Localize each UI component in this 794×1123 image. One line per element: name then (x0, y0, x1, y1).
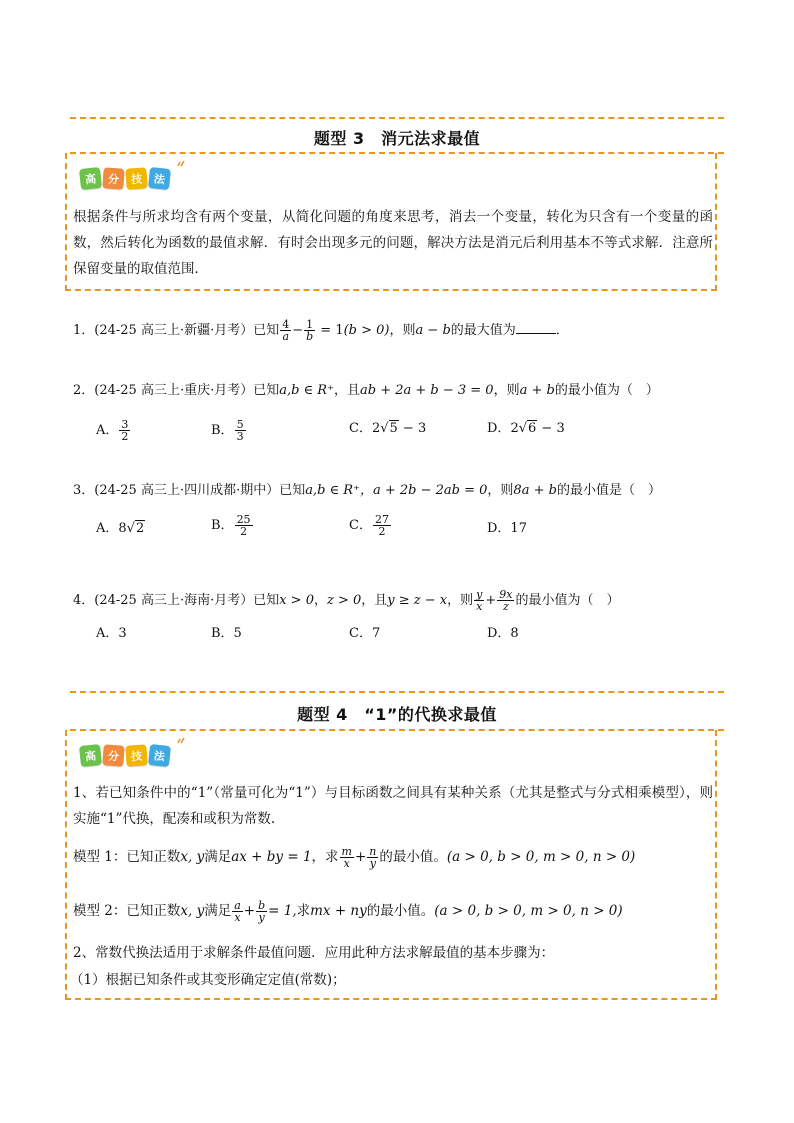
option-b: B．5 (211, 626, 242, 641)
question-1: 1．(24-25 高三上·新疆·月考）已知 $\frac{4}{a}$ − $\frac{1}{b}$ = 1(b > 0)，则a − b的最大值为 ． (73, 318, 569, 343)
fraction: $\frac{y}{x}$ (476, 588, 483, 613)
option-a: A． $\frac{3}{2}$ (96, 418, 129, 443)
question-2: 2．(24-25 高三上·重庆·月考）已知a,b ∈ R⁺，且ab + 2a + b − 3 = 0，则a + b的最小值为（ ） (73, 383, 659, 398)
option-b: B． $\frac{5}{3}$ (211, 418, 244, 443)
section4-badge (80, 745, 170, 766)
sparkle-icon (176, 158, 186, 168)
option-d: D．8 (487, 626, 519, 641)
question-3: 3．(24-25 高三上·四川成都·期中）已知a,b ∈ R⁺，a + 2b − 2ab = 0，则8a + b的最小值是（ ） (73, 483, 661, 498)
sparkle-icon (176, 735, 186, 745)
badge-tile: 分 (102, 744, 124, 766)
option-c: C． $\frac{27}{2}$ (349, 513, 389, 538)
model-1: 模型 1：已知正数x, y满足ax + by = 1，求 $\frac{m}{x}$ + $\frac{n}{y}$ 的最小值。(a > 0, b > 0, m > 0, n > 0) (73, 845, 636, 870)
fraction: $\frac{9x}{z}$ (499, 588, 513, 613)
option-a: A．3 (96, 626, 127, 641)
section3-tip-text: 根据条件与所求均含有两个变量，从简化问题的角度来思考，消去一个变量，转化为只含有一个变量的函数，然后转化为函数的最值求解．有时会出现多元的问题，解决方法是消元后利用基本不等式求解．注意所保留变量的取值范围． (73, 209, 713, 277)
badge-tile: 法 (148, 167, 171, 190)
badge-tile: 法 (148, 744, 171, 767)
question-4: 4．(24-25 高三上·海南·月考）已知x > 0，z > 0，且y ≥ z − x，则 $\frac{y}{x}$ + $\frac{9x}{z}$ 的最小值为（ ） (73, 588, 620, 613)
section3-top-rule (70, 117, 724, 119)
badge-tile: 高 (79, 167, 102, 190)
answer-blank (516, 321, 556, 334)
fraction: $\frac{4}{a}$ (282, 318, 290, 343)
section3-title: 题型 3 消元法求最值 (313, 129, 481, 148)
option-c: C．2√5 − 3 (349, 421, 427, 436)
option-c: C．7 (349, 626, 381, 641)
section3-badge (80, 168, 170, 189)
option-d: D．2√6 − 3 (487, 421, 565, 436)
badge-tile: 技 (125, 167, 147, 189)
section4-para-3: （1）根据已知条件或其变形确定定值(常数)； (70, 972, 346, 988)
section4-para-2: 2、常数代换法适用于求解条件最值问题．应用此种方法求解最值的基本步骤为： (73, 945, 555, 961)
badge-tile: 分 (102, 167, 124, 189)
section4-top-rule (70, 691, 724, 693)
model-2: 模型 2：已知正数x, y满足 $\frac{a}{x}$ + $\frac{b}{y}$ = 1,求mx + ny的最小值。(a > 0, b > 0, m > 0, n > 0) (73, 899, 623, 924)
option-d: D．17 (487, 521, 527, 536)
section4-title: 题型 4 “1”的代换求最值 (297, 705, 497, 724)
badge-tile: 高 (79, 744, 102, 767)
option-b: B． $\frac{25}{2}$ (211, 513, 251, 538)
fraction: $\frac{1}{b}$ (306, 318, 314, 343)
section4-para-1: 1、若已知条件中的“1”（常量可化为“1”）与目标函数之间具有某种关系（尤其是整式与分式相乘模型），则实施“1”代换，配凑和或积为常数. (73, 785, 713, 827)
option-a: A．8√2 (96, 521, 145, 536)
badge-tile: 技 (125, 744, 147, 766)
